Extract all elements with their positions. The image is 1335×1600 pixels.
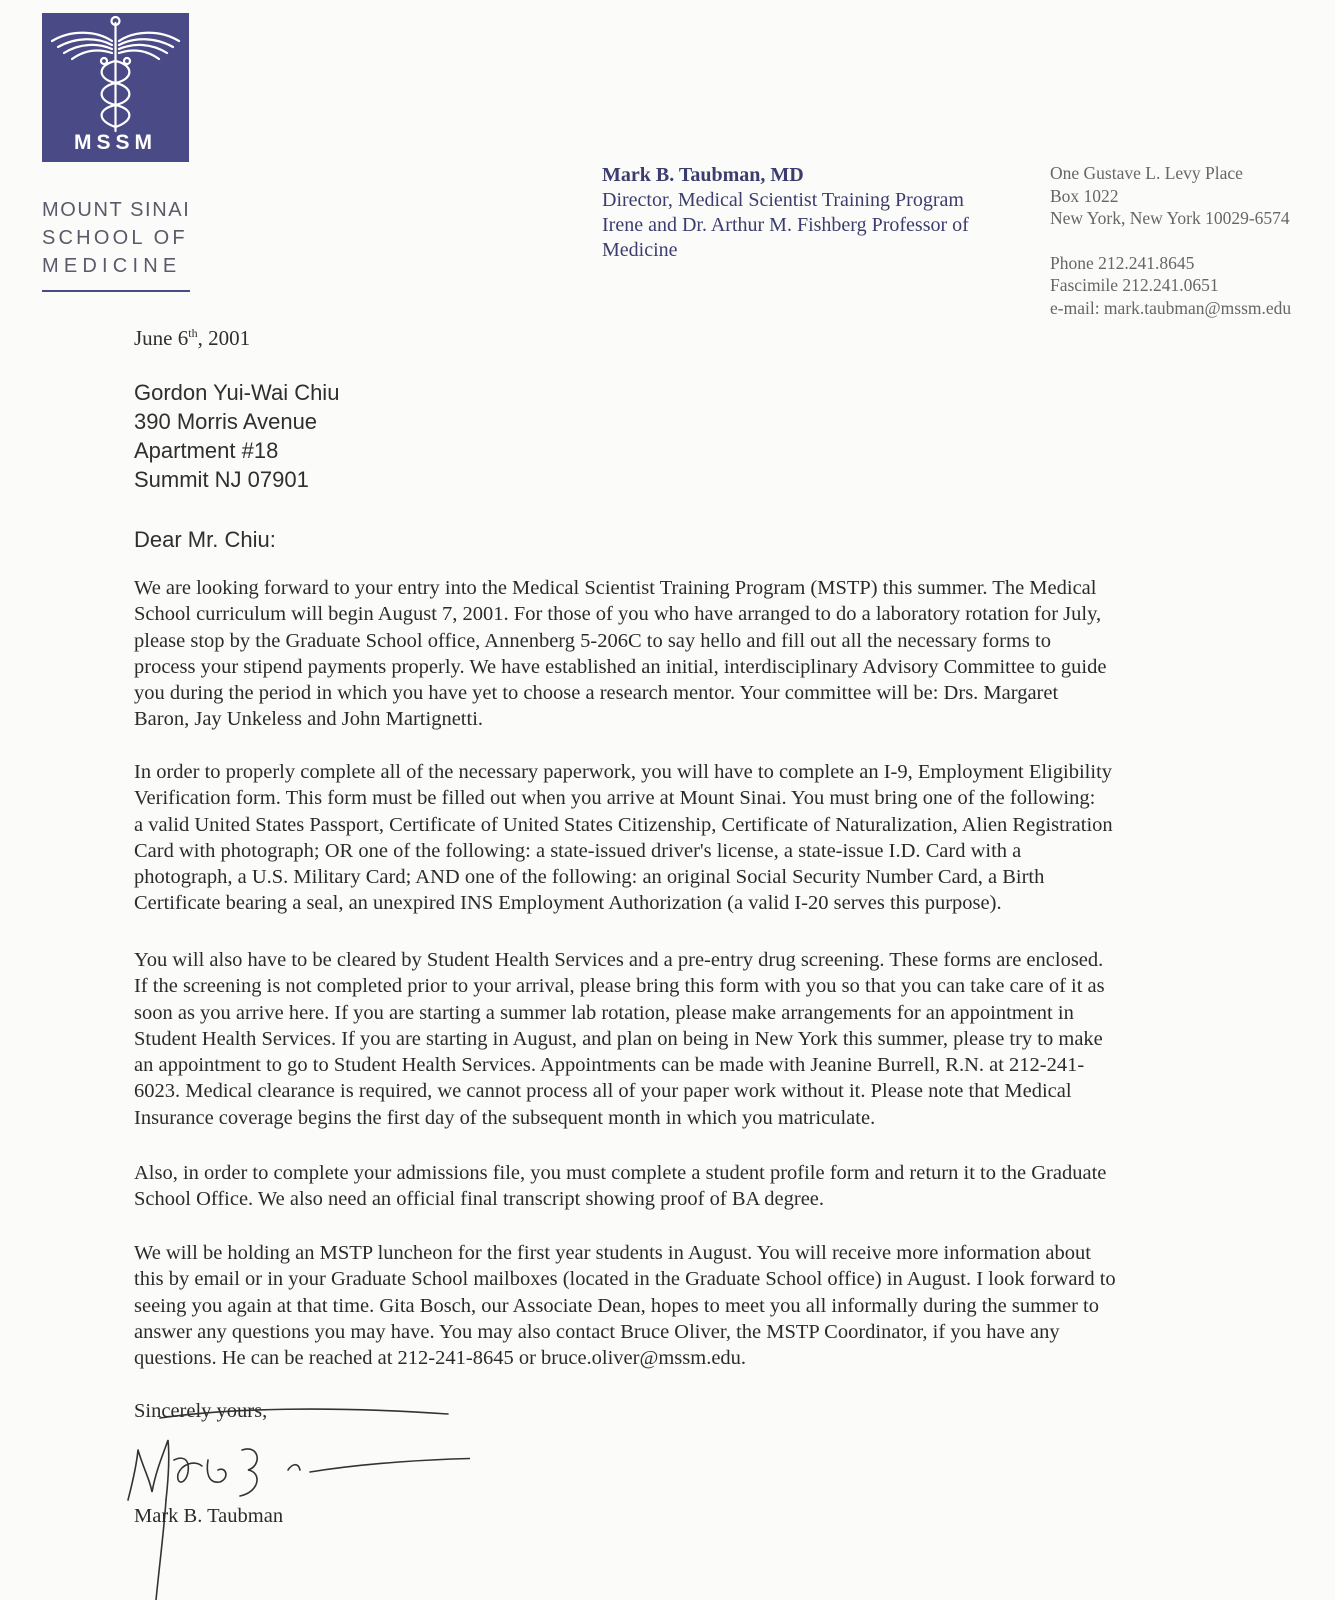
contact-address-line: One Gustave L. Levy Place xyxy=(1050,163,1243,183)
sender-name: Mark B. Taubman, MD xyxy=(602,164,804,186)
recipient-line: Gordon Yui-Wai Chiu xyxy=(134,380,340,405)
date-ordinal: th xyxy=(188,326,198,340)
closing: Sincerely yours, xyxy=(134,1400,268,1422)
caduceus-icon xyxy=(42,13,189,133)
signature xyxy=(110,1400,470,1600)
body-paragraph: We are looking forward to your entry into the Medical Scientist Training Program (MSTP) this summer. The Medical School curriculum will begin August 7, 2001. For those of you who have arranged to do a laboratory rotation for July, please stop by the Graduate School office, Annenberg 5-206C to say hello and fill out all the necessary forms to process your stipend payments properly. We have established an initial, interdisciplinary Advisory Committee to guide you during the period in which you have yet to choose a research mentor. Your committee will be: Drs. Margaret Baron, Jay Unkeless and John Martignetti. xyxy=(134,577,1107,731)
logo-text: MSSM xyxy=(74,131,157,154)
recipient-line: Summit NJ 07901 xyxy=(134,467,309,492)
letter-date xyxy=(134,326,250,351)
divider xyxy=(42,290,190,292)
body-paragraph: You will also have to be cleared by Student Health Services and a pre-entry drug screening. These forms are enclosed. If the screening is not completed prior to your arrival, please bring this form with you so that you can take care of it as soon as you arrive here. If you are starting a summer lab rotation, please make arrangements for an appointment in Student Health Services. If you are starting in August, and plan on being in New York this summer, please try to make an appointment to go to Student Health Services. Appointments can be made with Jeanine Burrell, R.N. at 212-241- 6023. Medical clearance is required, we cannot process all of your paper work without it. Please note that Medical Insurance coverage begins the first day of the subsequent month in which you matriculate. xyxy=(134,949,1105,1129)
sender-title-line: Irene and Dr. Arthur M. Fishberg Professor of xyxy=(602,214,969,236)
sender-title-line: Director, Medical Scientist Training Program xyxy=(602,189,964,211)
recipient-line: Apartment #18 xyxy=(134,438,279,463)
school-name-line: SCHOOL OF xyxy=(42,227,188,249)
contact-phone: Phone 212.241.8645 xyxy=(1050,252,1195,273)
body-paragraph: In order to properly complete all of the necessary paperwork, you will have to complete an I-9, Employment Eligibility Verification form. This form must be filled out when you arrive at Mount Sinai. You must bring one of the following: a valid United States Passport, Certificate of United States Citizenship, Certificate of Naturalization, Alien Registration Card with photograph; OR one of the following: a state-issued driver's license, a state-issue I.D. Card with a photograph, a U.S. Military Card; AND one of the following: an original Social Security Number Card, a Birth Certificate bearing a seal, an unexpired INS Employment Authorization (a valid I-20 serves this purpose). xyxy=(134,761,1113,915)
date-month-day: June 6 xyxy=(134,326,189,350)
school-name xyxy=(42,196,190,280)
contact-fax: Fascimile 212.241.0651 xyxy=(1050,275,1219,295)
recipient-address xyxy=(134,378,339,494)
mssm-logo xyxy=(42,13,189,162)
contact-email: e-mail: mark.taubman@mssm.edu xyxy=(1050,297,1292,318)
school-name-line: MOUNT SINAI xyxy=(42,199,191,221)
school-name-line: MEDICINE xyxy=(42,255,182,277)
recipient-line: 390 Morris Avenue xyxy=(134,409,318,434)
salutation: Dear Mr. Chiu: xyxy=(134,527,276,552)
body-paragraph: Also, in order to complete your admissions file, you must complete a student profile form and return it to the Graduate School Office. We also need an official final transcript showing proof of BA degree. xyxy=(134,1162,1107,1211)
body-paragraph: We will be holding an MSTP luncheon for the first year students in August. You will receive more information about this by email or in your Graduate School mailboxes (located in the Graduate School office) in August. I look forward to seeing you again at that time. Gita Bosch, our Associate Dean, hopes to meet you all informally during the summer to answer any questions you may have. You may also contact Bruce Oliver, the MSTP Coordinator, if you have any questions. He can be reached at 212-241-8645 or bruce.oliver@mssm.edu. xyxy=(134,1242,1116,1370)
signer-name: Mark B. Taubman xyxy=(134,1505,284,1527)
contact-address-line: Box 1022 xyxy=(1050,185,1119,206)
contact-block xyxy=(1050,162,1335,319)
contact-address-line: New York, New York 10029-6574 xyxy=(1050,208,1290,228)
date-year: , 2001 xyxy=(197,326,251,350)
sender-title-line: Medicine xyxy=(602,239,678,261)
sender-block xyxy=(602,163,1032,263)
